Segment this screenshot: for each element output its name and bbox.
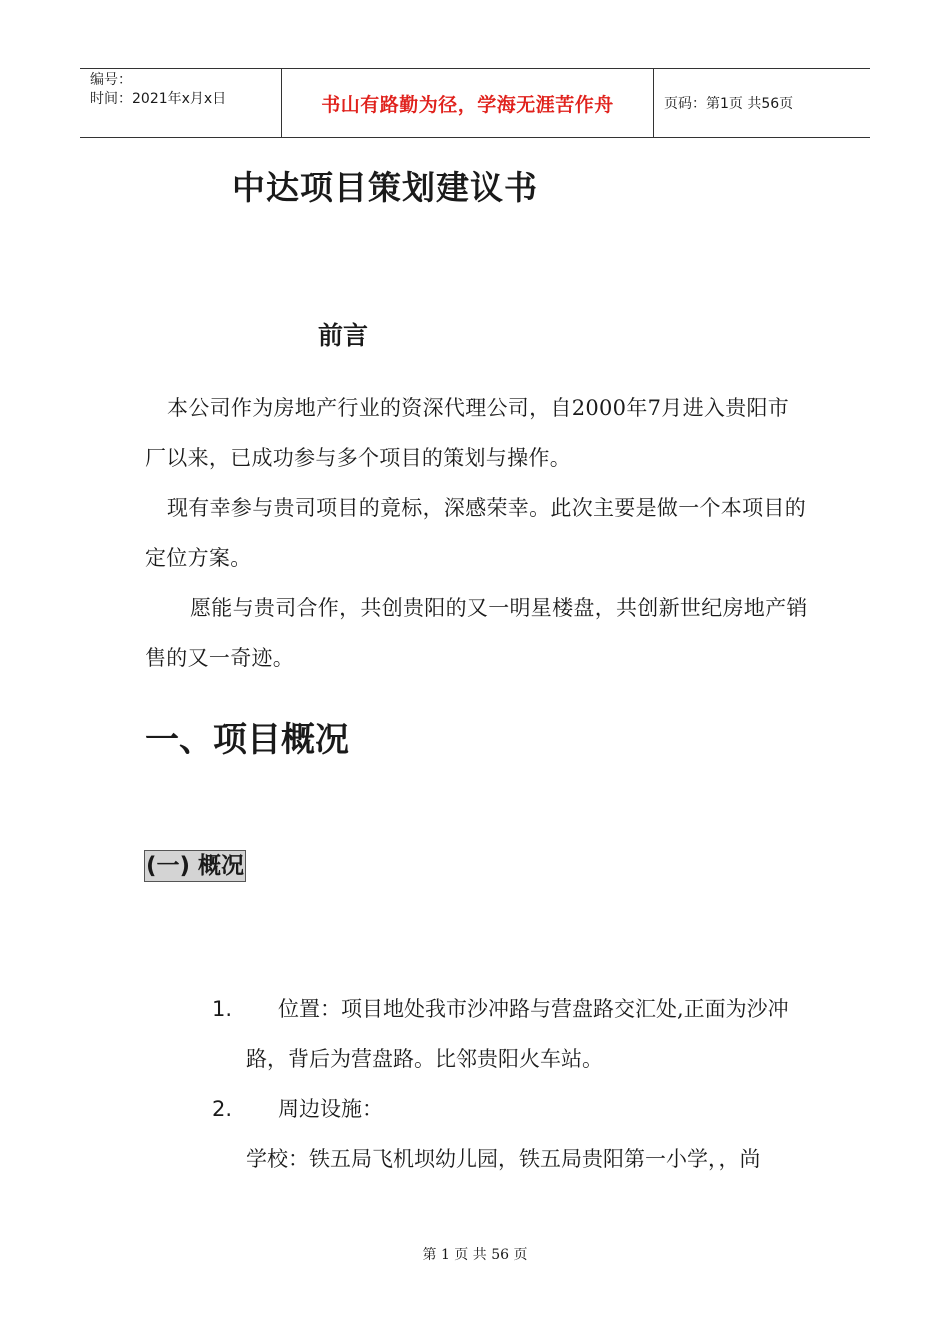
header-number-label: 编号： [90,72,132,88]
list-item [212,1084,810,1134]
page-footer: 第 1 页 共 56 页 [422,1247,528,1263]
schools-line: 学校：铁五局飞机坝幼儿园，铁五局贵阳第一小学，，尚 [246,1147,761,1171]
subsection-heading: (一) 概况 [144,850,246,882]
header-left-cell [80,69,282,137]
list-item-marker: 1. [212,997,233,1021]
preface-heading: 前言 [318,321,369,350]
preface-paragraph-3: 愿能与贵司合作，共创贵阳的又一明星楼盘，共创新世纪房地产销售的又一奇迹。 [145,596,808,670]
section-heading: 一、项目概况 [145,720,349,760]
list-item-marker: 2. [212,1097,233,1121]
page-header-table [80,68,870,138]
header-motto: 书山有路勤为径，学海无涯苦作舟 [321,93,614,116]
header-motto-cell [282,69,654,137]
header-time-label: 时间：2021年x月x日 [90,91,227,107]
preface-paragraph-1: 本公司作为房地产行业的资深代理公司，自2000年7月进入贵阳市厂以来，已成功参与多个项目的策划与操作。 [145,396,790,470]
header-page-cell [654,69,870,137]
list-item [212,984,810,1084]
header-page-info: 页码：第1页 共56页 [664,96,794,112]
preface-paragraph-2: 现有幸参与贵司项目的竟标，深感荣幸。此次主要是做一个本项目的定位方案。 [145,496,806,570]
list-item-text: 周边设施： [278,1097,383,1121]
list-item-text: 位置：项目地处我市沙冲路与营盘路交汇处,正面为沙冲路，背后为营盘路。比邻贵阳火车站。 [246,997,789,1071]
document-title: 中达项目策划建议书 [232,168,538,207]
